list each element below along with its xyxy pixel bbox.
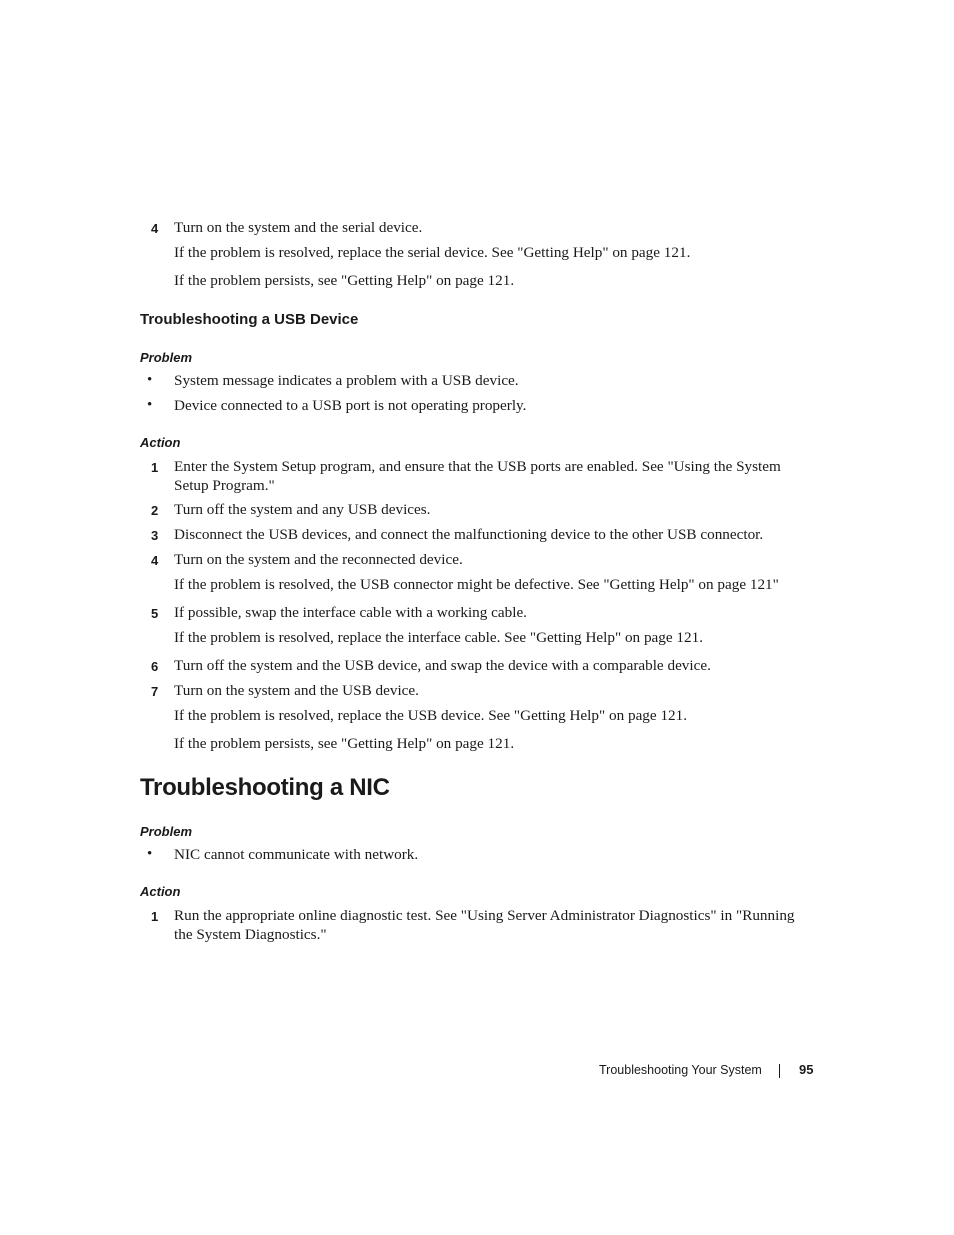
nic-action-label: Action xyxy=(140,884,181,899)
step-text: Turn on the system and the USB device. xyxy=(174,682,419,699)
nic-problem-item: NIC cannot communicate with network. xyxy=(174,846,419,863)
footer-divider xyxy=(779,1064,780,1078)
usb-problem-label: Problem xyxy=(140,350,193,365)
step-number: 3 xyxy=(151,528,159,543)
step-text: Setup Program." xyxy=(174,477,275,494)
bullet-icon: • xyxy=(147,397,153,413)
page-number: 95 xyxy=(799,1062,814,1077)
usb-section-heading: Troubleshooting a USB Device xyxy=(140,311,359,328)
step-number: 6 xyxy=(151,659,159,674)
bullet-icon: • xyxy=(147,372,153,388)
usb-problem-item: Device connected to a USB port is not operating properly. xyxy=(174,397,527,414)
step-number: 5 xyxy=(151,606,159,621)
step-text: Enter the System Setup program, and ensure that the USB ports are enabled. See "Using the System xyxy=(174,458,781,475)
step-text: Turn off the system and the USB device, and swap the device with a comparable device. xyxy=(174,657,711,674)
footer-section-title: Troubleshooting Your System xyxy=(599,1063,762,1077)
step-note: If the problem persists, see "Getting Help" on page 121. xyxy=(174,272,515,289)
step-text: the System Diagnostics." xyxy=(174,926,327,943)
step-text: Disconnect the USB devices, and connect the malfunctioning device to the other USB connector. xyxy=(174,526,764,543)
step-note: If the problem is resolved, replace the USB device. See "Getting Help" on page 121. xyxy=(174,707,688,724)
step-note: If the problem is resolved, replace the interface cable. See "Getting Help" on page 121. xyxy=(174,629,703,646)
step-note: If the problem is resolved, replace the serial device. See "Getting Help" on page 121. xyxy=(174,244,691,261)
step-number: 1 xyxy=(151,909,159,924)
step-text: Turn off the system and any USB devices. xyxy=(174,501,431,518)
step-number: 4 xyxy=(151,221,159,236)
bullet-icon: • xyxy=(147,846,153,862)
usb-action-label: Action xyxy=(140,435,181,450)
step-number: 4 xyxy=(151,553,159,568)
usb-problem-item: System message indicates a problem with a USB device. xyxy=(174,372,519,389)
step-number: 2 xyxy=(151,503,159,518)
step-text: Run the appropriate online diagnostic test. See "Using Server Administrator Diagnostics" in "Running xyxy=(174,907,795,924)
step-number: 1 xyxy=(151,460,159,475)
nic-section-heading: Troubleshooting a NIC xyxy=(140,774,390,801)
step-note: If the problem persists, see "Getting Help" on page 121. xyxy=(174,735,515,752)
step-text: Turn on the system and the reconnected device. xyxy=(174,551,463,568)
step-note: If the problem is resolved, the USB connector might be defective. See "Getting Help" on page 121" xyxy=(174,576,779,593)
nic-problem-label: Problem xyxy=(140,824,193,839)
step-text: If possible, swap the interface cable with a working cable. xyxy=(174,604,527,621)
step-text: Turn on the system and the serial device. xyxy=(174,219,423,236)
step-number: 7 xyxy=(151,684,159,699)
